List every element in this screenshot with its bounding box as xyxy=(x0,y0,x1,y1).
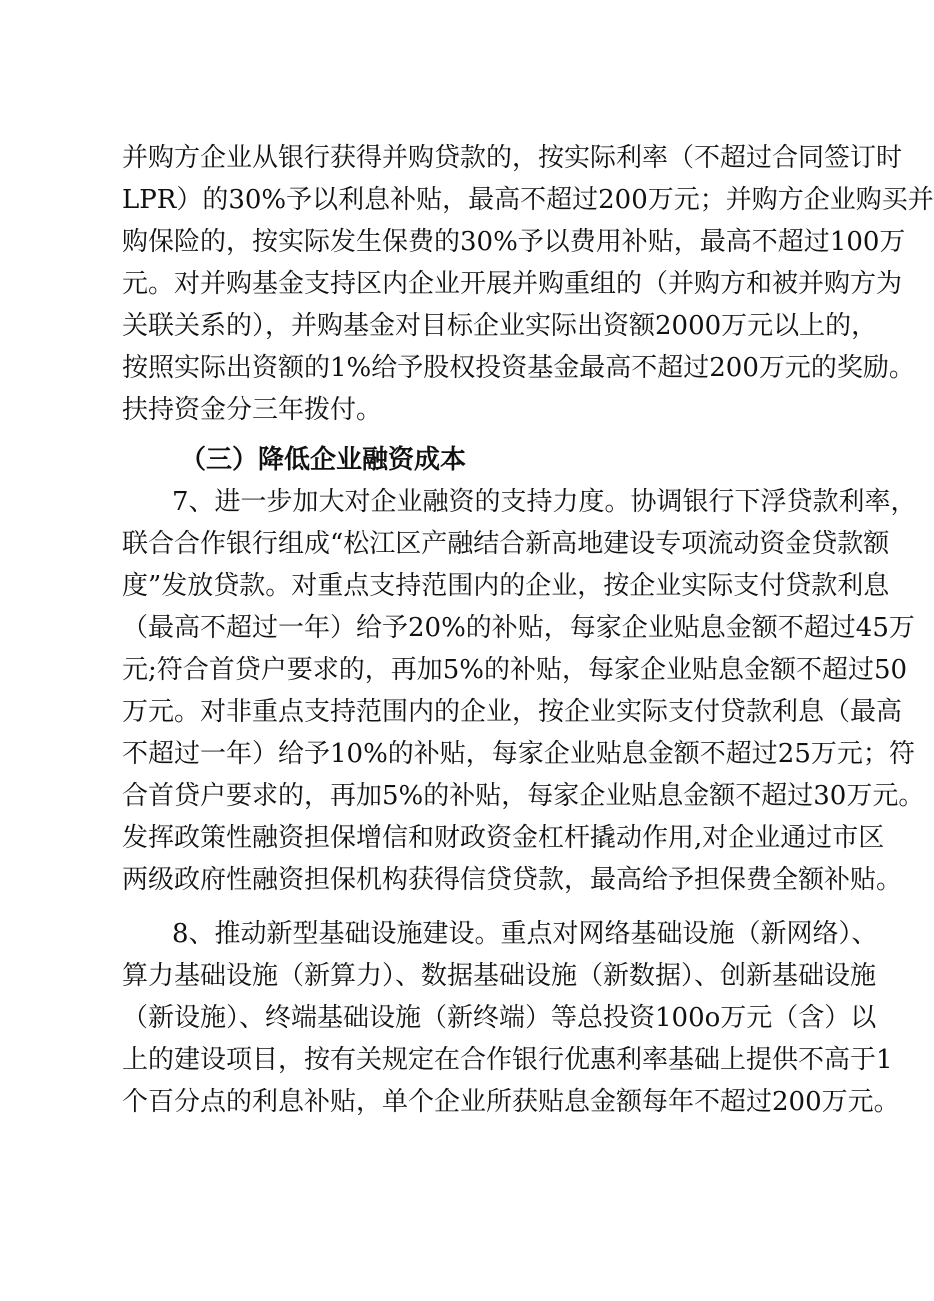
paragraph-first-line: 8、推动新型基础设施建设。重点对网络基础设施（新网络）、 xyxy=(172,919,878,949)
text-line: 扶持资金分三年拨付。 xyxy=(122,395,383,425)
text-line: 个百分点的利息补贴，单个企业所获贴息金额每年不超过200万元。 xyxy=(122,1087,900,1117)
text-line: LPR）的30%予以利息补贴，最高不超过200万元；并购方企业购买并 xyxy=(122,185,934,215)
text-line: 算力基础设施（新算力）、数据基础设施（新数据）、创新基础设施 xyxy=(122,961,877,991)
text-line: 万元。对非重点支持范围内的企业，按企业实际支付贷款利息（最高 xyxy=(122,697,903,727)
text-line: 购保险的，按实际发生保费的30%予以费用补贴，最高不超过100万 xyxy=(122,227,906,257)
text-line: 按照实际出资额的1%给予股权投资基金最高不超过200万元的奖励。 xyxy=(122,353,915,383)
text-line: 发挥政策性融资担保增信和财政资金杠杆撬动作用,对企业通过市区 xyxy=(122,823,885,853)
text-line: 两级政府性融资担保机构获得信贷贷款，最高给予担保费全额补贴。 xyxy=(122,865,903,895)
text-line: 合首贷户要求的，再加5%的补贴，每家企业贴息金额不超过30万元。 xyxy=(122,781,925,811)
text-line: 关联关系的），并购基金对目标企业实际出资额2000万元以上的， xyxy=(122,311,878,341)
text-line: 元;符合首贷户要求的，再加5%的补贴，每家企业贴息金额不超过50 xyxy=(122,655,908,685)
text-line: 度”发放贷款。对重点支持范围内的企业，按企业实际支付贷款利息 xyxy=(122,571,890,601)
text-line: 联合合作银行组成“松江区产融结合新高地建设专项流动资金贷款额 xyxy=(122,529,890,559)
section-heading: （三）降低企业融资成本 xyxy=(180,445,467,475)
paragraph-first-line: 7、进一步加大对企业融资的支持力度。协调银行下浮贷款利率， xyxy=(172,487,917,517)
text-line: 不超过一年）给予10%的补贴，每家企业贴息金额不超过25万元；符 xyxy=(122,739,915,769)
text-line: （新设施）、终端基础设施（新终端）等总投资100o万元（含）以 xyxy=(122,1003,877,1033)
text-line: 元。对并购基金支持区内企业开展并购重组的（并购方和被并购方为 xyxy=(122,269,903,299)
text-line: （最高不超过一年）给予20%的补贴，每家企业贴息金额不超过45万 xyxy=(122,613,915,643)
text-line: 并购方企业从银行获得并购贷款的，按实际利率（不超过合同签订时 xyxy=(122,143,903,173)
text-line: 上的建设项目，按有关规定在合作银行优惠利率基础上提供不高于1 xyxy=(122,1045,893,1075)
